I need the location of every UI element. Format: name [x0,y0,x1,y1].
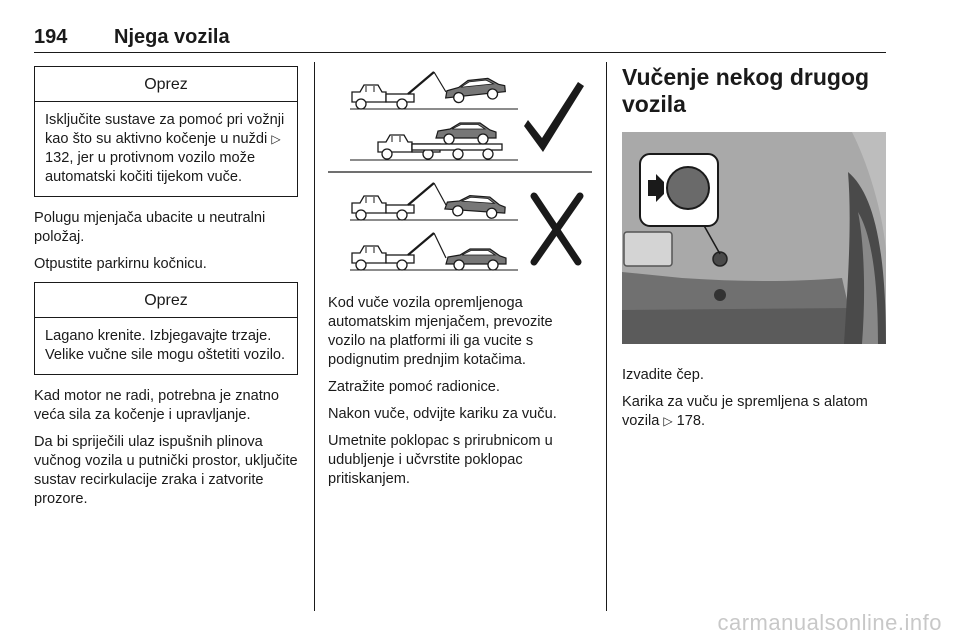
flatbed-correct [350,123,518,160]
flat-tow-wrong [350,233,518,270]
column-left [34,66,298,517]
caution-box [34,66,298,197]
paragraph: Umetnite poklopac s prirubnicom u udubljenje i učvrstite poklopac pritiskanjem. [328,433,553,487]
caution-text: Isključite sustave za pomoć pri vožnji kao što su aktivno kočenje u nuždi ▷ 132, jer u protivnom vozilo može automatski kočiti tijekom vuče. [45,112,285,185]
paragraph: Da bi spriječili ulaz ispušnih plinova vučnog vozila u putnički prostor, uključite sustav recirkulacije zraka i zatvorite prozore. [34,434,298,507]
watermark: carmanualsonline.info [717,610,942,635]
check-mark-icon [524,82,584,152]
page-number: 194 [34,26,68,48]
paragraph: Karika za vuču je spremljena s alatom vozila ▷ 178. [622,394,868,429]
cross-mark-icon [534,196,580,262]
paragraph: Zatražite pomoć radionice. [328,379,500,395]
towing-methods-illustration [328,62,592,282]
cross-reference-icon: ▷ [663,414,673,428]
paragraph: Kod vuče vozila opremljenoga automatskim mjenjačem, prevozite vozilo na platformi ili ga vucite s podignutim prednjim kotačima. [328,295,553,368]
paragraph: Kad motor ne radi, potrebna je znatno veća sila za kočenje i upravljanje. [34,388,280,423]
paragraph: Polugu mjenjača ubacite u neutralni položaj. [34,210,266,245]
chapter-title: Njega vozila [114,26,230,48]
column-divider [314,62,315,611]
lift-tow-correct [350,72,518,109]
paragraph: Izvadite čep. [622,367,704,383]
cross-reference-icon: ▷ [271,132,281,146]
caution-text: Lagano krenite. Izbjegavajte trzaje. Velike vučne sile mogu oštetiti vozilo. [45,328,286,363]
rear-bumper-tow-eye-illustration [622,132,886,344]
page-header [34,22,886,53]
section-title: Vučenje nekog drugog vozila [622,64,870,117]
column-divider [606,62,607,611]
column-middle [328,62,592,497]
caution-title: Oprez [35,283,297,318]
caution-box [34,282,298,375]
column-right [622,64,886,439]
paragraph: Otpustite parkirnu kočnicu. [34,256,207,272]
rear-lift-wrong [350,183,518,220]
paragraph: Nakon vuče, odvijte kariku za vuču. [328,406,557,422]
caution-title: Oprez [35,67,297,102]
